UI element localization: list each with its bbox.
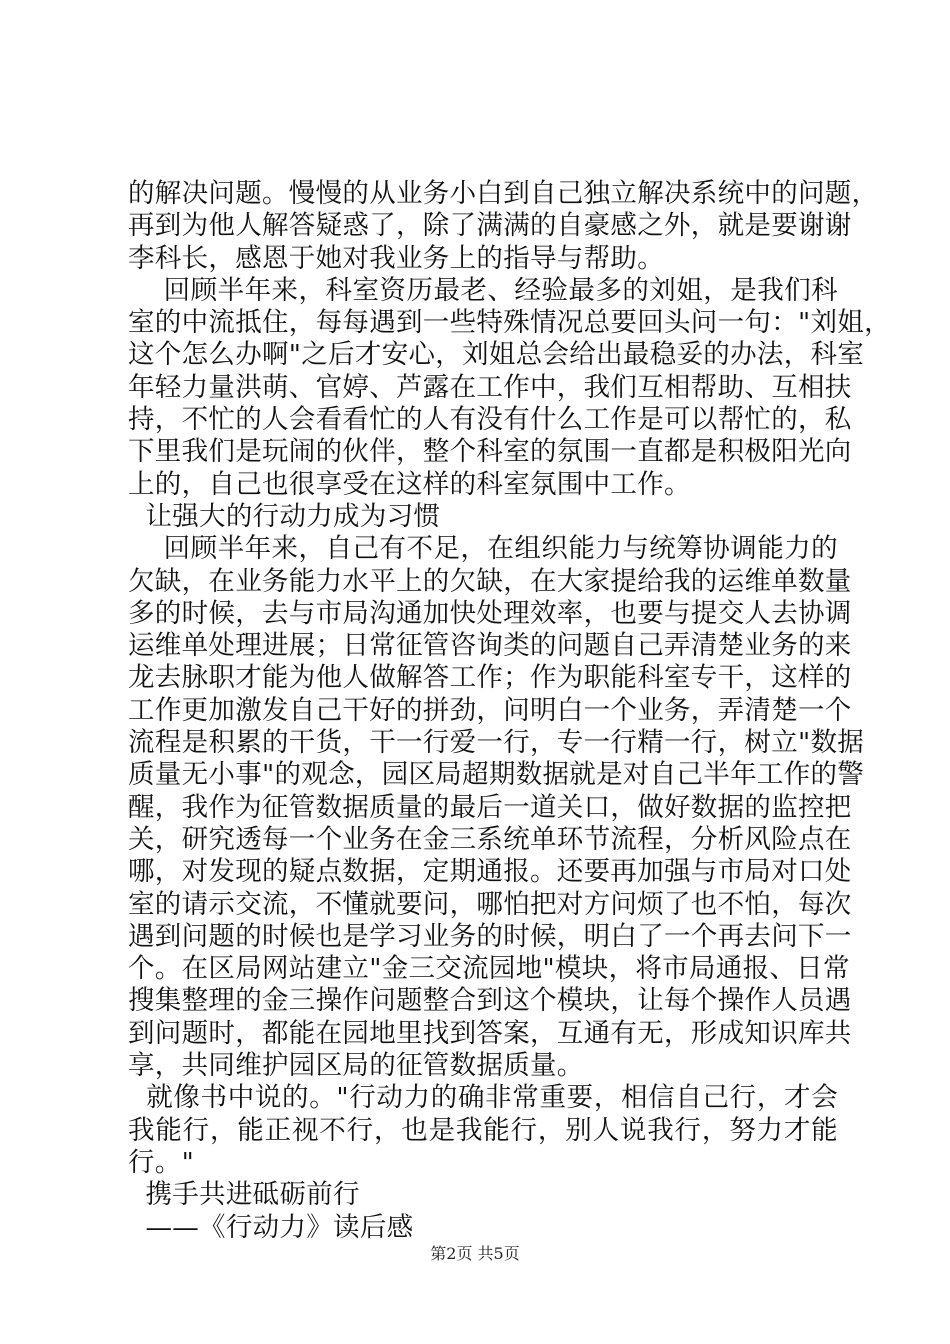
document-body: [128, 178, 891, 1244]
text-line: 行。": [128, 1146, 195, 1178]
text-line: 这个怎么办啊"之后才安心，刘姐总会给出最稳妥的办法，科室: [128, 339, 865, 371]
text-line: 关，研究透每一个业务在金三系统单环节流程，分析风险点在: [128, 823, 852, 855]
text-line: 我能行，能正视不行，也是我能行，别人说我行，努力才能: [128, 1114, 838, 1146]
text-line: 个。在区局网站建立"金三交流园地"模块，将市局通报、日常: [128, 953, 850, 985]
text-line: 下里我们是玩闹的伙伴，整个科室的氛围一直都是积极阳光向: [128, 436, 852, 468]
text-line: 持，不忙的人会看看忙的人有没有什么工作是可以帮忙的，私: [128, 404, 852, 436]
text-line: 欠缺，在业务能力水平上的欠缺，在大家提给我的运维单数量: [128, 565, 852, 597]
text-line: 的解决问题。慢慢的从业务小白到自己独立解决系统中的问题，: [128, 178, 879, 209]
text-line: 哪，对发现的疑点数据，定期通报。还要再加强与市局对口处: [128, 856, 852, 888]
article-subtitle: ——《行动力》读后感: [128, 1211, 414, 1243]
text-line: 质量无小事"的观念，园区局超期数据就是对自己半年工作的警: [128, 759, 865, 791]
text-line: 就像书中说的。"行动力的确非常重要，相信自己行，才会: [128, 1082, 838, 1114]
text-line: 到问题时，都能在园地里找到答案，互通有无，形成知识库共: [128, 1017, 852, 1049]
text-line: 再到为他人解答疑惑了，除了满满的自豪感之外，就是要谢谢: [128, 210, 852, 242]
article-title: 携手共进砥砺前行: [128, 1179, 360, 1211]
text-line: 遇到问题的时候也是学习业务的时候，明白了一个再去问下一: [128, 920, 852, 952]
text-line: 室的请示交流，不懂就要问，哪怕把对方问烦了也不怕，每次: [128, 888, 852, 920]
text-line: 醒，我作为征管数据质量的最后一道关口，做好数据的监控把: [128, 791, 852, 823]
text-line: 上的，自己也很享受在这样的科室氛围中工作。: [128, 468, 691, 500]
text-line: 工作更加激发自己干好的拼劲，问明白一个业务，弄清楚一个: [128, 694, 852, 726]
section-heading: 让强大的行动力成为习惯: [128, 500, 441, 532]
text-line: 李科长，感恩于她对我业务上的指导与帮助。: [128, 242, 664, 274]
page-number-footer: 第2页 共5页: [430, 1244, 520, 1263]
text-line: 回顾半年来，科室资历最老、经验最多的刘姐，是我们科: [128, 274, 838, 306]
text-line: 流程是积累的干货，干一行爱一行，专一行精一行，树立"数据: [128, 727, 865, 759]
text-line: 年轻力量洪萌、官婷、芦露在工作中，我们互相帮助、互相扶: [128, 371, 852, 403]
text-line: 龙去脉职才能为他人做解答工作；作为职能科室专干，这样的: [128, 662, 852, 694]
text-line: 回顾半年来，自己有不足，在组织能力与统筹协调能力的: [128, 533, 838, 565]
text-line: 运维单处理进展；日常征管咨询类的问题自己弄清楚业务的来: [128, 630, 852, 662]
text-line: 多的时候，去与市局沟通加快处理效率，也要与提交人去协调: [128, 597, 852, 629]
text-line: 室的中流抵住，每每遇到一些特殊情况总要回头问一句："刘姐，: [128, 307, 891, 339]
text-line: 享，共同维护园区局的征管数据质量。: [128, 1050, 584, 1082]
text-line: 搜集整理的金三操作问题整合到这个模块，让每个操作人员遇: [128, 985, 852, 1017]
